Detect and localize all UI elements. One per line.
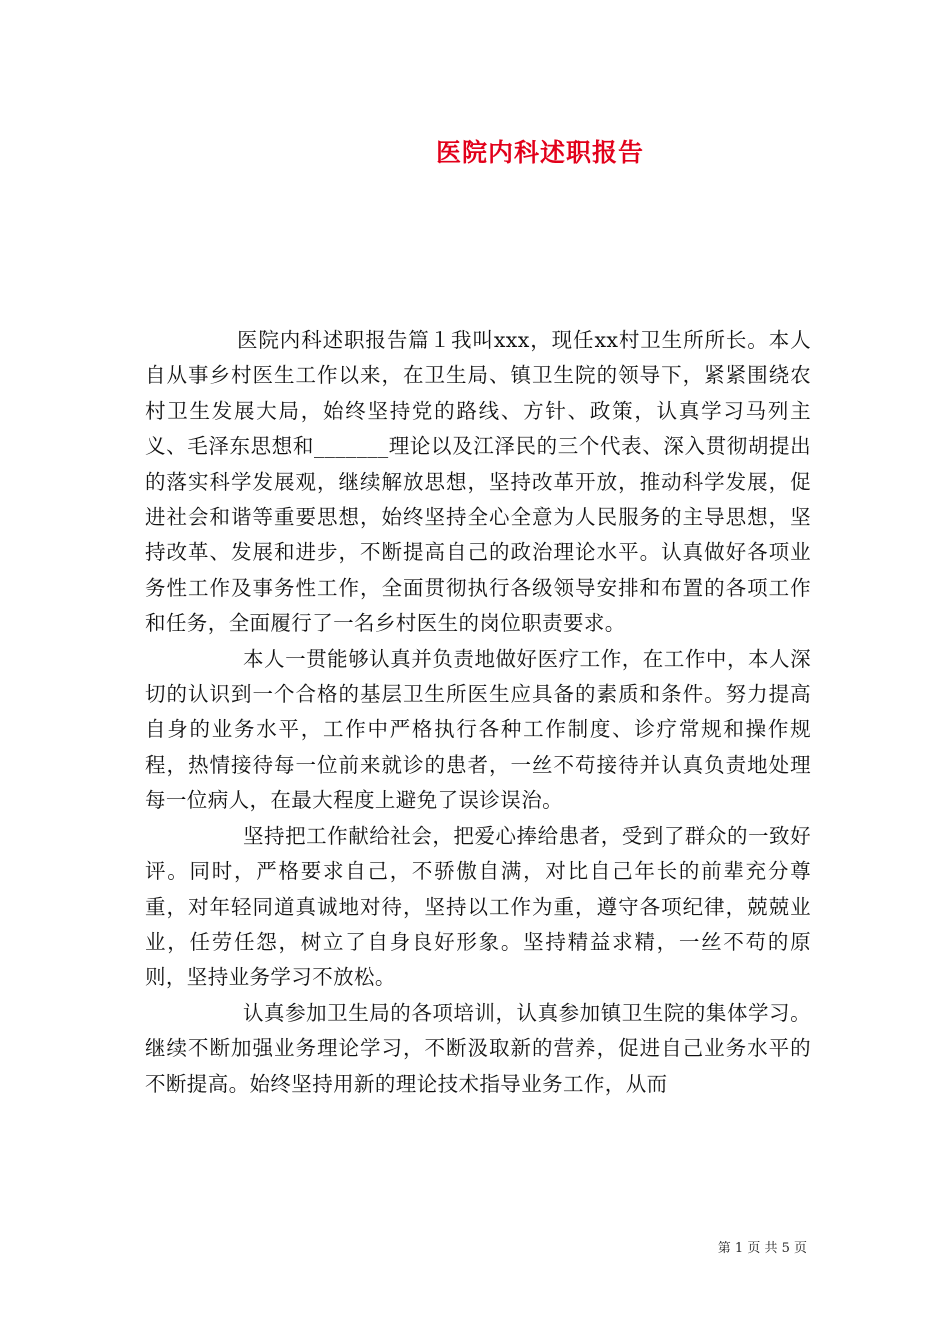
document-body bbox=[145, 323, 811, 1102]
page-number-footer: 第 1 页 共 5 页 bbox=[717, 1241, 807, 1256]
paragraph-2: 本人一贯能够认真并负责地做好医疗工作，在工作中，本人深切的认识到一个合格的基层卫生所医生应具备的素质和条件。努力提高自身的业务水平，工作中严格执行各种工作制度、诊疗常规和操作规程，热情接待每一位前来就诊的患者，一丝不苟接待并认真负责地处理每一位病人，在最大程度上避免了误诊误治。 bbox=[145, 646, 811, 813]
paragraph-4: 认真参加卫生局的各项培训，认真参加镇卫生院的集体学习。继续不断加强业务理论学习，不断汲取新的营养，促进自己业务水平的不断提高。始终坚持用新的理论技术指导业务工作，从而 bbox=[145, 1000, 811, 1096]
document-title: 医院内科述职报告 bbox=[435, 138, 644, 167]
paragraph-1: 医院内科述职报告篇１我叫xxx，现任xx村卫生所所长。本人自从事乡村医生工作以来，在卫生局、镇卫生院的领导下，紧紧围绕农村卫生发展大局，始终坚持党的路线、方针、政策，认真学习马列主义、毛泽东思想和_______理论以及江泽民的三个代表、深入贯彻胡提出的落实科学发展观，继续解放思想，坚持改革开放，推动科学发展，促进社会和谐等重要思想，始终坚持全心全意为人民服务的主导思想，坚持改革、发展和进步，不断提高自己的政治理论水平。认真做好各项业务性工作及事务性工作，全面贯彻执行各级领导安排和布置的各项工作和任务，全面履行了一名乡村医生的岗位职责要求。 bbox=[145, 328, 811, 636]
paragraph-3: 坚持把工作献给社会，把爱心捧给患者，受到了群众的一致好评。同时，严格要求自己，不骄傲自满，对比自己年长的前辈充分尊重，对年轻同道真诚地对待，坚持以工作为重，遵守各项纪律，兢兢业业，任劳任怨，树立了自身良好形象。坚持精益求精，一丝不苟的原则，坚持业务学习不放松。 bbox=[145, 823, 811, 990]
